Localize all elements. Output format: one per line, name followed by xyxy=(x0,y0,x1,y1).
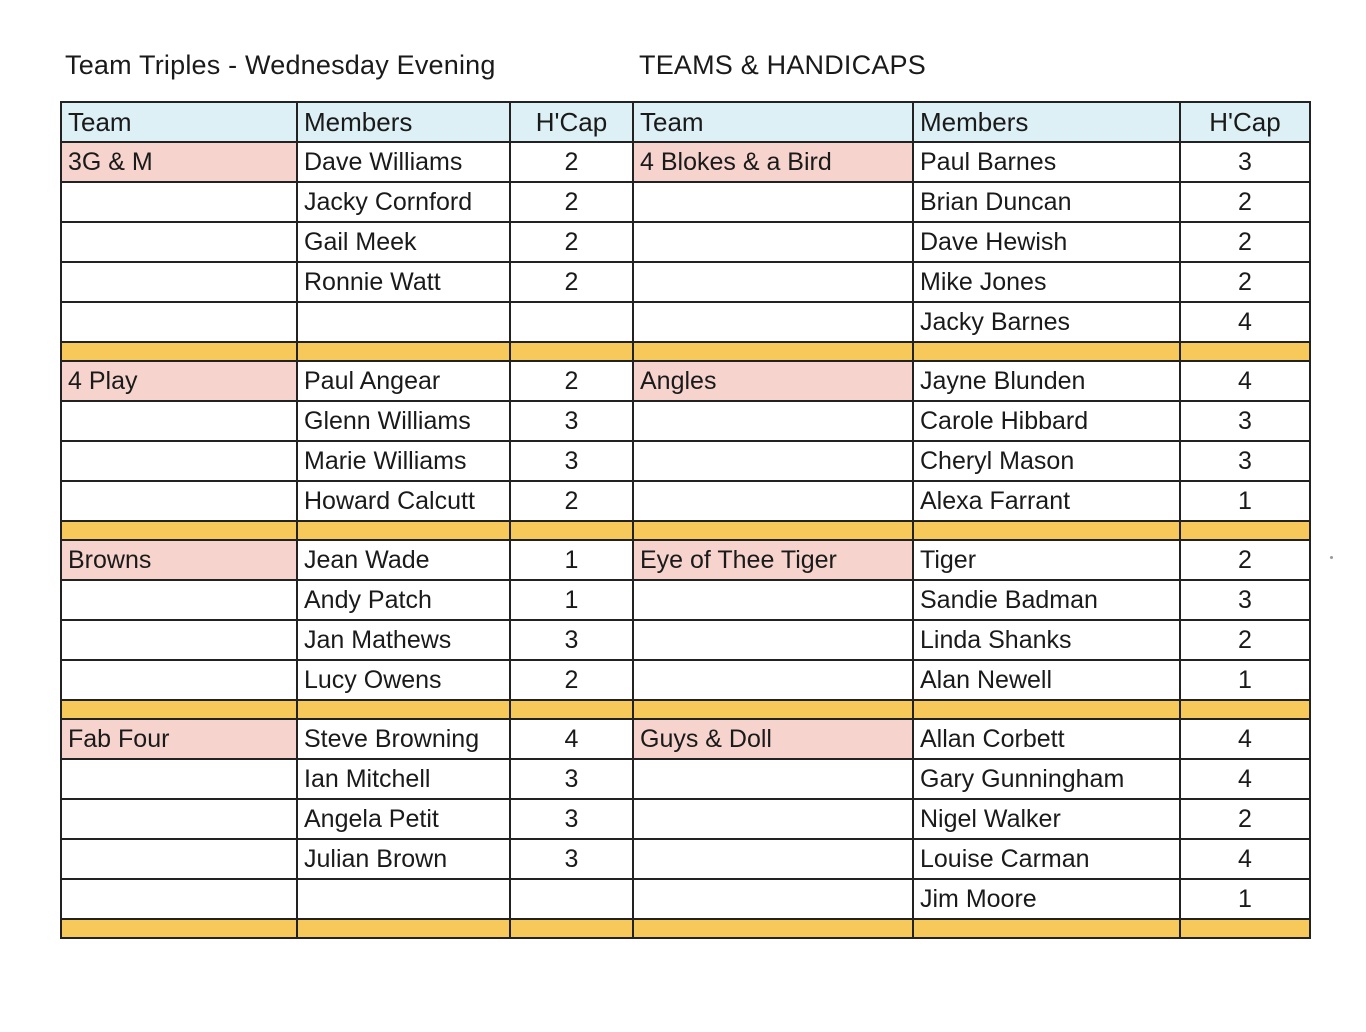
team-cell-empty xyxy=(61,759,297,799)
table-row xyxy=(61,262,1310,302)
team-name: Angles xyxy=(633,361,913,401)
member-name xyxy=(297,879,510,919)
member-name: Gail Meek xyxy=(297,222,510,262)
separator-cell xyxy=(1180,521,1310,540)
member-name: Andy Patch xyxy=(297,580,510,620)
separator-cell xyxy=(913,342,1180,361)
member-name: Brian Duncan xyxy=(913,182,1180,222)
table-row xyxy=(61,441,1310,481)
member-hcap: 2 xyxy=(1180,262,1310,302)
teams-table xyxy=(60,101,1311,939)
member-name: Jan Mathews xyxy=(297,620,510,660)
table-row xyxy=(61,719,1310,759)
team-cell-empty xyxy=(633,441,913,481)
team-cell-empty xyxy=(633,481,913,521)
team-cell-empty xyxy=(633,302,913,342)
member-hcap: 2 xyxy=(510,481,633,521)
team-column-header: Team xyxy=(633,102,913,142)
separator-cell xyxy=(1180,342,1310,361)
scan-speck xyxy=(1330,556,1333,559)
header-row xyxy=(61,102,1310,142)
member-name: Jean Wade xyxy=(297,540,510,580)
member-hcap: 1 xyxy=(1180,879,1310,919)
separator-cell xyxy=(297,700,510,719)
member-name: Marie Williams xyxy=(297,441,510,481)
team-cell-empty xyxy=(61,481,297,521)
member-hcap: 2 xyxy=(510,262,633,302)
member-name: Glenn Williams xyxy=(297,401,510,441)
separator-cell xyxy=(61,919,297,938)
team-cell-empty xyxy=(61,441,297,481)
separator-cell xyxy=(633,521,913,540)
member-hcap: 3 xyxy=(510,839,633,879)
member-name: Tiger xyxy=(913,540,1180,580)
member-hcap: 3 xyxy=(510,441,633,481)
table-row xyxy=(61,182,1310,222)
member-hcap: 3 xyxy=(1180,142,1310,182)
member-name: Jacky Cornford xyxy=(297,182,510,222)
separator-cell xyxy=(510,342,633,361)
separator-row xyxy=(61,700,1310,719)
team-cell-empty xyxy=(61,879,297,919)
table-row xyxy=(61,222,1310,262)
team-cell-empty xyxy=(633,759,913,799)
table-row xyxy=(61,759,1310,799)
member-name: Dave Hewish xyxy=(913,222,1180,262)
hcap-column-header: H'Cap xyxy=(510,102,633,142)
table-row xyxy=(61,660,1310,700)
team-cell-empty xyxy=(61,620,297,660)
separator-cell xyxy=(1180,700,1310,719)
team-cell-empty xyxy=(633,799,913,839)
table-row xyxy=(61,361,1310,401)
separator-cell xyxy=(297,919,510,938)
member-name: Paul Angear xyxy=(297,361,510,401)
member-hcap: 2 xyxy=(1180,620,1310,660)
team-cell-empty xyxy=(633,580,913,620)
member-hcap: 3 xyxy=(510,401,633,441)
team-name: Eye of Thee Tiger xyxy=(633,540,913,580)
separator-cell xyxy=(61,342,297,361)
members-column-header: Members xyxy=(913,102,1180,142)
page-subtitle: TEAMS & HANDICAPS xyxy=(639,50,926,80)
member-name: Angela Petit xyxy=(297,799,510,839)
team-cell-empty xyxy=(61,222,297,262)
team-cell-empty xyxy=(633,839,913,879)
member-name: Ronnie Watt xyxy=(297,262,510,302)
member-name: Alan Newell xyxy=(913,660,1180,700)
member-name: Sandie Badman xyxy=(913,580,1180,620)
team-cell-empty xyxy=(633,262,913,302)
member-name: Gary Gunningham xyxy=(913,759,1180,799)
team-cell-empty xyxy=(61,262,297,302)
page-title: Team Triples - Wednesday Evening xyxy=(65,50,496,80)
member-name: Ian Mitchell xyxy=(297,759,510,799)
team-cell-empty xyxy=(633,660,913,700)
table-row xyxy=(61,401,1310,441)
member-hcap: 1 xyxy=(1180,660,1310,700)
member-name: Linda Shanks xyxy=(913,620,1180,660)
member-hcap: 3 xyxy=(510,759,633,799)
member-name: Cheryl Mason xyxy=(913,441,1180,481)
separator-cell xyxy=(297,342,510,361)
member-hcap: 2 xyxy=(510,660,633,700)
team-name: 3G & M xyxy=(61,142,297,182)
table-row xyxy=(61,142,1310,182)
member-hcap: 3 xyxy=(510,620,633,660)
table-row xyxy=(61,839,1310,879)
team-name: 4 Blokes & a Bird xyxy=(633,142,913,182)
team-cell-empty xyxy=(61,401,297,441)
member-hcap: 2 xyxy=(1180,540,1310,580)
team-cell-empty xyxy=(633,620,913,660)
separator-cell xyxy=(633,342,913,361)
hcap-column-header: H'Cap xyxy=(1180,102,1310,142)
member-hcap: 3 xyxy=(510,799,633,839)
table-row xyxy=(61,799,1310,839)
member-name: Howard Calcutt xyxy=(297,481,510,521)
member-name: Paul Barnes xyxy=(913,142,1180,182)
member-hcap: 1 xyxy=(510,580,633,620)
team-cell-empty xyxy=(633,182,913,222)
member-name: Mike Jones xyxy=(913,262,1180,302)
member-name: Steve Browning xyxy=(297,719,510,759)
member-hcap: 4 xyxy=(1180,759,1310,799)
member-hcap: 2 xyxy=(1180,182,1310,222)
separator-cell xyxy=(61,700,297,719)
separator-row xyxy=(61,521,1310,540)
member-name: Dave Williams xyxy=(297,142,510,182)
separator-cell xyxy=(633,919,913,938)
member-hcap: 3 xyxy=(1180,441,1310,481)
member-name: Alexa Farrant xyxy=(913,481,1180,521)
table-row xyxy=(61,620,1310,660)
separator-cell xyxy=(297,521,510,540)
member-name: Lucy Owens xyxy=(297,660,510,700)
team-name: 4 Play xyxy=(61,361,297,401)
separator-cell xyxy=(913,521,1180,540)
separator-cell xyxy=(510,919,633,938)
team-cell-empty xyxy=(633,401,913,441)
member-hcap: 1 xyxy=(510,540,633,580)
separator-cell xyxy=(1180,919,1310,938)
table-row xyxy=(61,580,1310,620)
member-hcap: 4 xyxy=(1180,302,1310,342)
team-name: Fab Four xyxy=(61,719,297,759)
team-name: Guys & Doll xyxy=(633,719,913,759)
member-name: Jim Moore xyxy=(913,879,1180,919)
member-hcap: 3 xyxy=(1180,401,1310,441)
table-row xyxy=(61,540,1310,580)
team-cell-empty xyxy=(61,302,297,342)
member-name: Carole Hibbard xyxy=(913,401,1180,441)
separator-row xyxy=(61,919,1310,938)
team-cell-empty xyxy=(61,660,297,700)
member-name: Julian Brown xyxy=(297,839,510,879)
member-hcap: 4 xyxy=(510,719,633,759)
members-column-header: Members xyxy=(297,102,510,142)
team-cell-empty xyxy=(633,879,913,919)
member-hcap: 4 xyxy=(1180,839,1310,879)
member-hcap: 4 xyxy=(1180,361,1310,401)
team-name: Browns xyxy=(61,540,297,580)
table-row xyxy=(61,481,1310,521)
member-name: Jayne Blunden xyxy=(913,361,1180,401)
separator-cell xyxy=(633,700,913,719)
member-hcap: 2 xyxy=(1180,799,1310,839)
table-row xyxy=(61,302,1310,342)
member-hcap: 2 xyxy=(510,182,633,222)
team-cell-empty xyxy=(61,839,297,879)
member-name: Louise Carman xyxy=(913,839,1180,879)
member-hcap: 3 xyxy=(1180,580,1310,620)
table-row xyxy=(61,879,1310,919)
member-hcap: 2 xyxy=(1180,222,1310,262)
team-cell-empty xyxy=(61,799,297,839)
member-hcap: 4 xyxy=(1180,719,1310,759)
member-hcap: 1 xyxy=(1180,481,1310,521)
member-name: Nigel Walker xyxy=(913,799,1180,839)
separator-cell xyxy=(510,521,633,540)
team-column-header: Team xyxy=(61,102,297,142)
separator-cell xyxy=(61,521,297,540)
separator-cell xyxy=(913,700,1180,719)
member-hcap: 2 xyxy=(510,142,633,182)
member-name xyxy=(297,302,510,342)
member-hcap xyxy=(510,302,633,342)
team-cell-empty xyxy=(61,182,297,222)
member-name: Allan Corbett xyxy=(913,719,1180,759)
separator-cell xyxy=(913,919,1180,938)
member-hcap xyxy=(510,879,633,919)
separator-row xyxy=(61,342,1310,361)
team-cell-empty xyxy=(61,580,297,620)
member-name: Jacky Barnes xyxy=(913,302,1180,342)
member-hcap: 2 xyxy=(510,222,633,262)
separator-cell xyxy=(510,700,633,719)
member-hcap: 2 xyxy=(510,361,633,401)
team-cell-empty xyxy=(633,222,913,262)
